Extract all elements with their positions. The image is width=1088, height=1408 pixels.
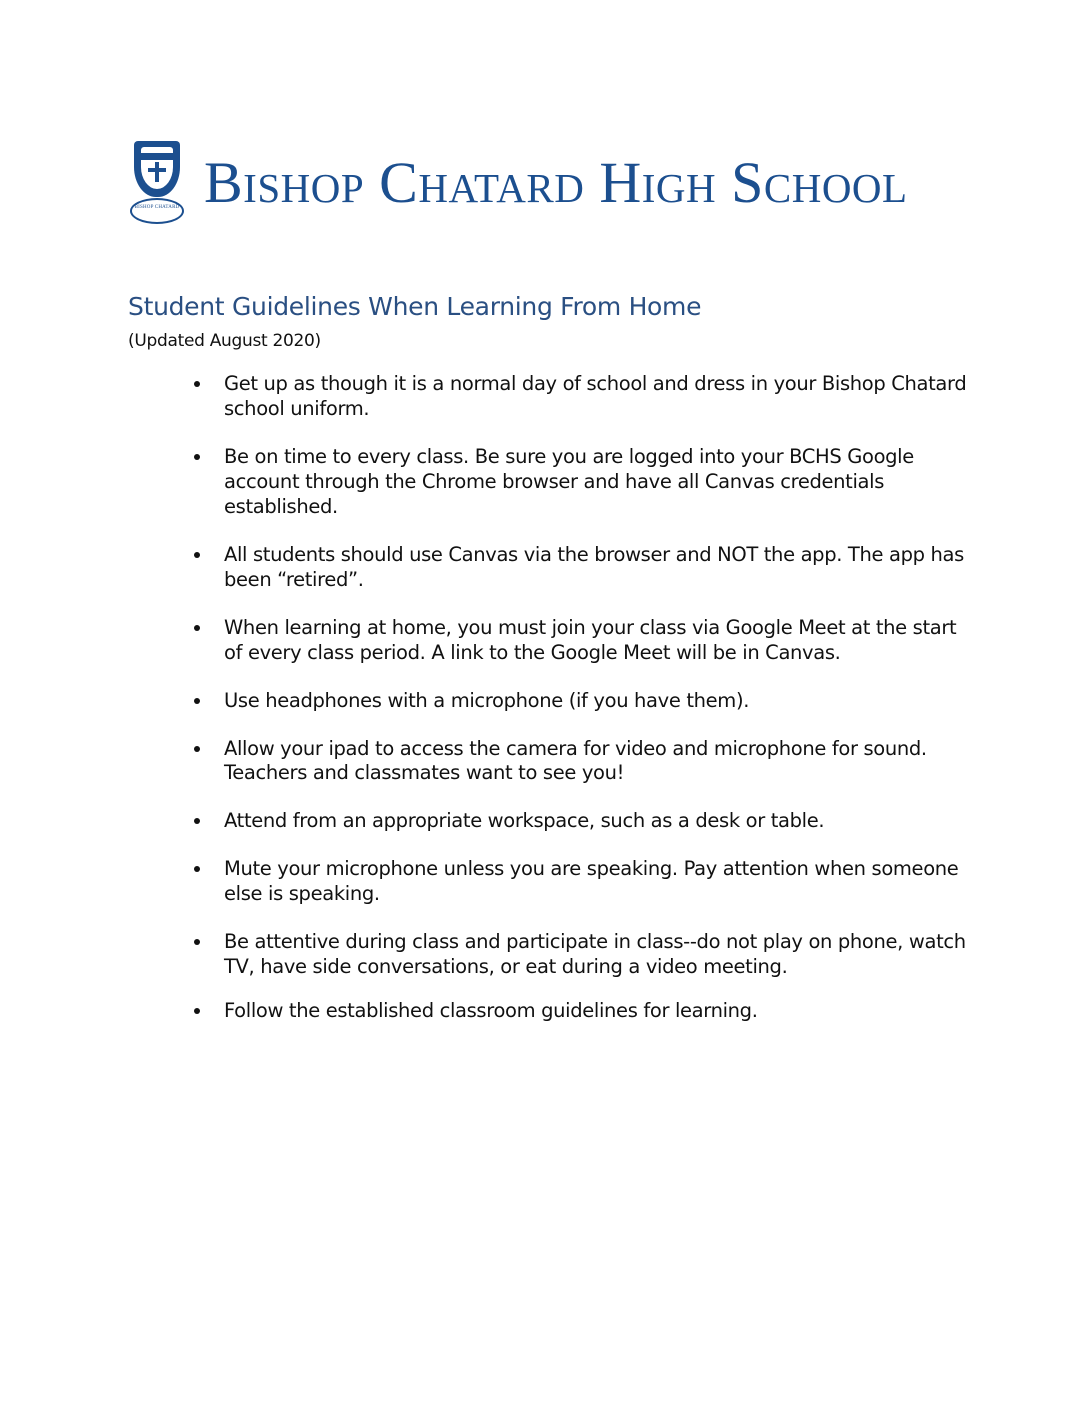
bullet-icon xyxy=(194,1008,200,1014)
crest-bar-shape xyxy=(141,153,173,160)
crest-cross-vertical xyxy=(155,162,159,182)
bullet-icon xyxy=(194,746,200,752)
list-item-text: Get up as though it is a normal day of school and dress in your Bishop Chatard school uniform. xyxy=(224,372,967,420)
school-name-wordmark: Bishop Chatard High School xyxy=(204,150,908,215)
list-item xyxy=(186,857,976,907)
list-item xyxy=(186,689,976,714)
bullet-icon xyxy=(194,552,200,558)
bullet-icon xyxy=(194,818,200,824)
list-item xyxy=(186,616,976,666)
bullet-icon xyxy=(194,866,200,872)
page-title: Student Guidelines When Learning From Home xyxy=(128,292,702,321)
crest-ring-shape xyxy=(130,198,184,224)
list-item-text: Be attentive during class and participate in class--do not play on phone, watch TV, have side conversations, or eat during a video meeting. xyxy=(224,930,966,979)
bullet-icon xyxy=(194,698,200,704)
bullet-icon xyxy=(194,381,200,387)
list-item xyxy=(186,543,976,593)
list-item-text: Follow the established classroom guidelines for learning. xyxy=(224,999,758,1023)
crest-motto-text: BISHOP CHATARD xyxy=(134,205,180,210)
crest-cross-horizontal xyxy=(148,168,166,172)
list-item-text: All students should use Canvas via the browser and NOT the app. The app has been “retired”. xyxy=(224,542,964,591)
list-item xyxy=(186,809,976,834)
school-crest-icon xyxy=(128,135,186,231)
list-item-text: Use headphones with a microphone (if you have them). xyxy=(224,688,750,712)
bullet-icon xyxy=(194,625,200,631)
document-header xyxy=(128,128,968,238)
page-subtitle: (Updated August 2020) xyxy=(128,331,321,351)
list-item-text: Allow your ipad to access the camera for video and microphone for sound. Teachers and classmates want to see you! xyxy=(224,736,927,785)
list-item-text: When learning at home, you must join your class via Google Meet at the start of every class period. A link to the Google Meet will be in Canvas. xyxy=(224,615,957,664)
list-item-text: Mute your microphone unless you are speaking. Pay attention when someone else is speaking. xyxy=(224,857,959,906)
list-item-text: Attend from an appropriate workspace, such as a desk or table. xyxy=(224,809,825,833)
guidelines-list xyxy=(186,372,976,1024)
list-item-text: Be on time to every class. Be sure you are logged into your BCHS Google account through the Chrome browser and have all Canvas credentials established. xyxy=(224,444,914,518)
list-item xyxy=(186,445,976,520)
bullet-icon xyxy=(194,454,200,460)
list-item xyxy=(186,999,976,1024)
list-item xyxy=(186,737,976,787)
bullet-icon xyxy=(194,939,200,945)
list-item xyxy=(186,930,976,980)
list-item xyxy=(186,372,976,422)
